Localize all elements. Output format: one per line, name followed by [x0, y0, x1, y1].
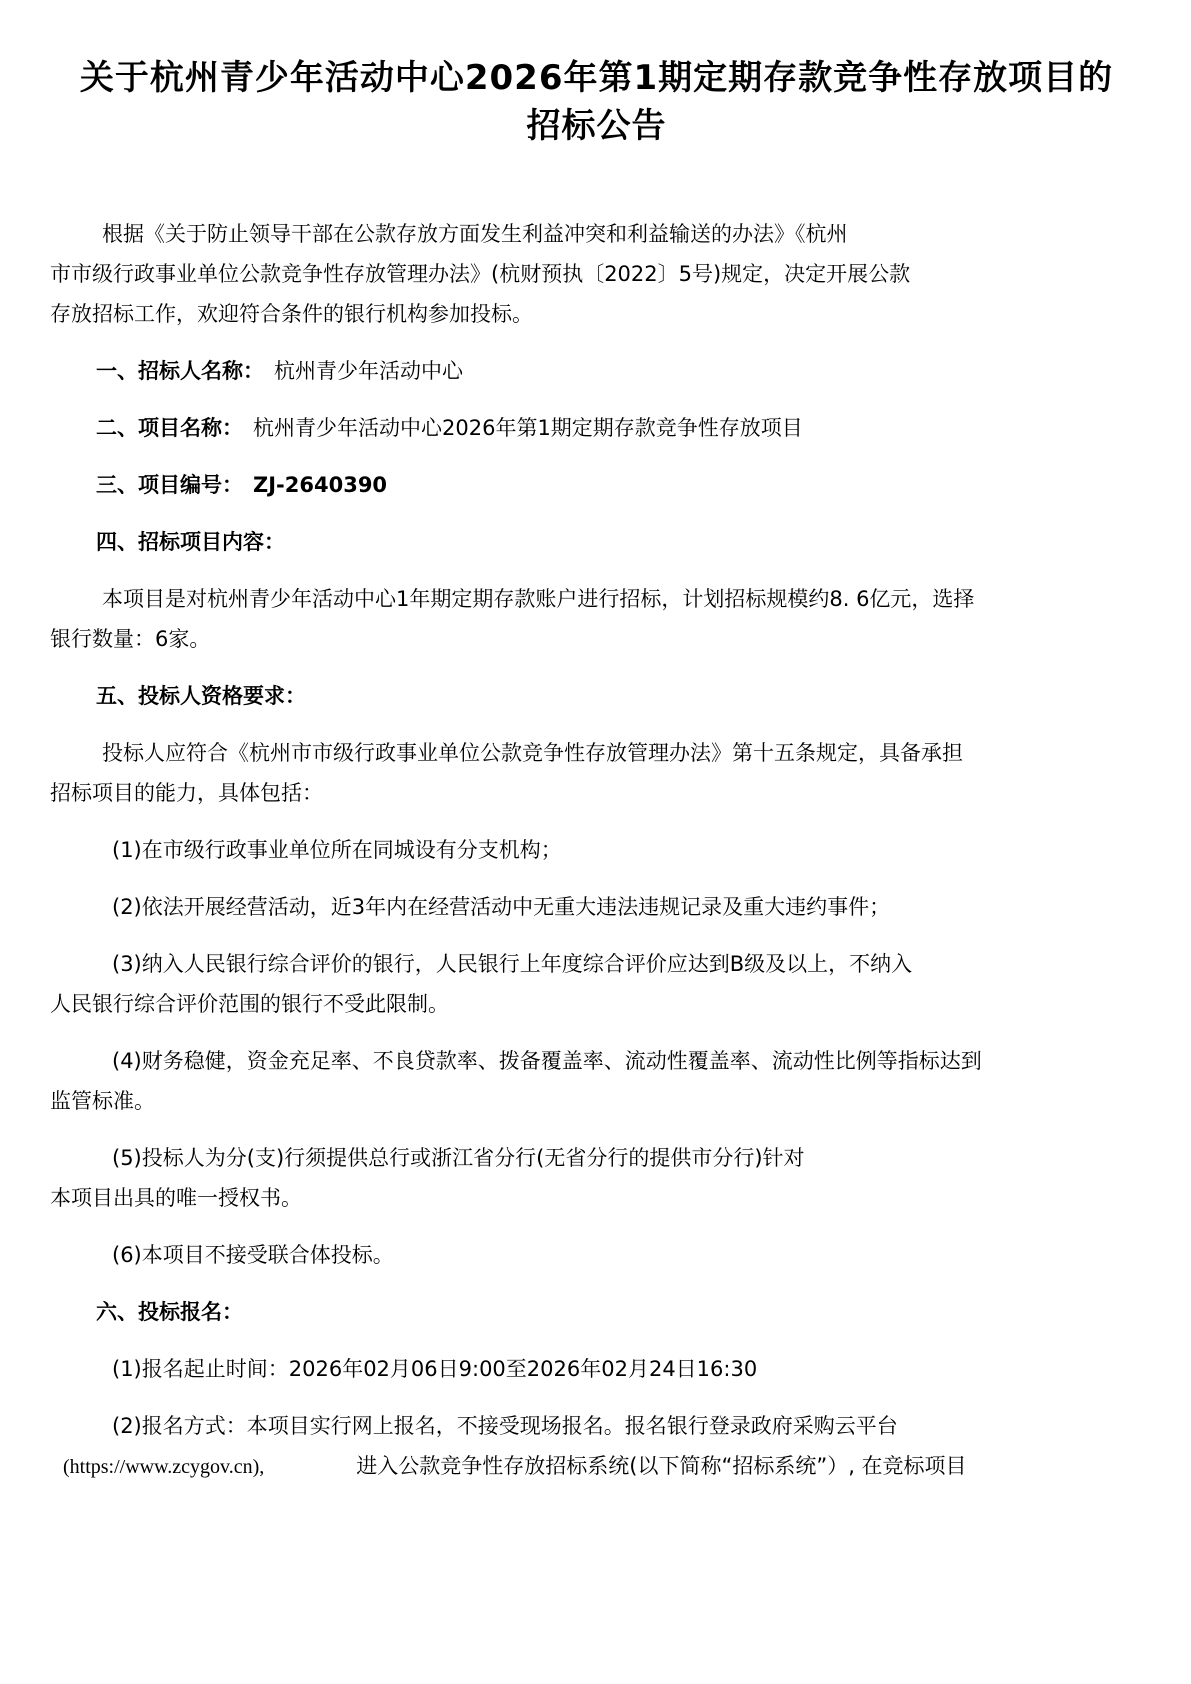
- registration-time-item: [50, 1349, 1143, 1389]
- section-value: 杭州青少年活动中心2026年第1期定期存款竞争性存放项目: [253, 416, 803, 440]
- document-title: [50, 54, 1143, 150]
- document-title-line1: 关于杭州青少年活动中心2026年第1期定期存款竞争性存放项目的: [79, 58, 1114, 98]
- text-line: (5)投标人为分(支)行须提供总行或浙江省分行(无省分行的提供市分行)针对: [112, 1146, 805, 1170]
- intro-paragraph: [50, 214, 1143, 334]
- section-6-bid-registration: [50, 1292, 1143, 1332]
- text-line: (4)财务稳健，资金充足率、不良贷款率、拨备覆盖率、流动性覆盖率、流动性比例等指标达到: [112, 1049, 982, 1073]
- text-line: [50, 351, 1143, 391]
- project-content-paragraph: [50, 579, 1143, 659]
- text-line: (1)在市级行政事业单位所在同城设有分支机构；: [112, 838, 562, 862]
- text-line: [50, 522, 1143, 562]
- text-line: [50, 1446, 1143, 1487]
- section-4-project-content: [50, 522, 1143, 562]
- registration-method-item: [50, 1406, 1143, 1487]
- qualification-item-1: [50, 830, 1143, 870]
- text-line: (2)报名方式：本项目实行网上报名，不接受现场报名。报名银行登录政府采购云平台: [112, 1414, 898, 1438]
- section-label: 三、项目编号：: [96, 473, 243, 497]
- registration-method-continuation: 进入公款竞争性存放招标系统(以下简称“招标系统”）, 在竞标项目: [356, 1454, 967, 1478]
- section-1-bidder-name: [50, 351, 1143, 391]
- text-line: [50, 1292, 1143, 1332]
- qualification-intro-paragraph: [50, 733, 1143, 813]
- text-line: (2)依法开展经营活动，近3年内在经营活动中无重大违法违规记录及重大违约事件；: [112, 895, 891, 919]
- section-label: 一、招标人名称：: [96, 359, 264, 383]
- text-line: 存放招标工作，欢迎符合条件的银行机构参加投标。: [50, 302, 533, 326]
- qualification-item-4: [50, 1041, 1143, 1121]
- text-line: [50, 676, 1143, 716]
- qualification-item-3: [50, 944, 1143, 1024]
- registration-time-line: (1)报名起止时间：2026年02月06日9:00至2026年02月24日16:30: [112, 1357, 758, 1381]
- section-label: 五、投标人资格要求：: [96, 684, 306, 708]
- section-3-project-number: [50, 465, 1143, 505]
- qualification-item-2: [50, 887, 1143, 927]
- section-label: 六、投标报名：: [96, 1300, 243, 1324]
- text-line: 本项目出具的唯一授权书。: [50, 1186, 302, 1210]
- section-label: 二、项目名称：: [96, 416, 243, 440]
- text-line: 人民银行综合评价范围的银行不受此限制。: [50, 992, 449, 1016]
- text-line: 本项目是对杭州青少年活动中心1年期定期存款账户进行招标，计划招标规模约8. 6亿元，选择: [102, 587, 975, 611]
- document-title-line2: 招标公告: [526, 106, 667, 146]
- text-line: 银行数量：6家。: [50, 627, 211, 651]
- text-line: 根据《关于防止领导干部在公款存放方面发生利益冲突和利益输送的办法》《杭州: [102, 222, 848, 246]
- project-number: ZJ-2640390: [253, 473, 388, 497]
- text-line: [50, 408, 1143, 448]
- text-line: 监管标准。: [50, 1089, 155, 1113]
- text-line: [50, 465, 1143, 505]
- qualification-item-6: [50, 1235, 1143, 1275]
- section-label: 四、招标项目内容：: [96, 530, 285, 554]
- platform-url: (https://www.zcygov.cn),: [63, 1456, 265, 1478]
- section-5-qualification-requirements: [50, 676, 1143, 716]
- text-line: 投标人应符合《杭州市市级行政事业单位公款竞争性存放管理办法》第十五条规定，具备承担: [102, 741, 963, 765]
- text-line: (3)纳入人民银行综合评价的银行，人民银行上年度综合评价应达到B级及以上，不纳入: [112, 952, 913, 976]
- section-2-project-name: [50, 408, 1143, 448]
- text-line: 招标项目的能力，具体包括：: [50, 781, 323, 805]
- text-line: (6)本项目不接受联合体投标。: [112, 1243, 394, 1267]
- text-line: 市市级行政事业单位公款竞争性存放管理办法》(杭财预执〔2022〕5号)规定，决定开展公款: [50, 262, 911, 286]
- qualification-item-5: [50, 1138, 1143, 1218]
- section-value: 杭州青少年活动中心: [274, 359, 463, 383]
